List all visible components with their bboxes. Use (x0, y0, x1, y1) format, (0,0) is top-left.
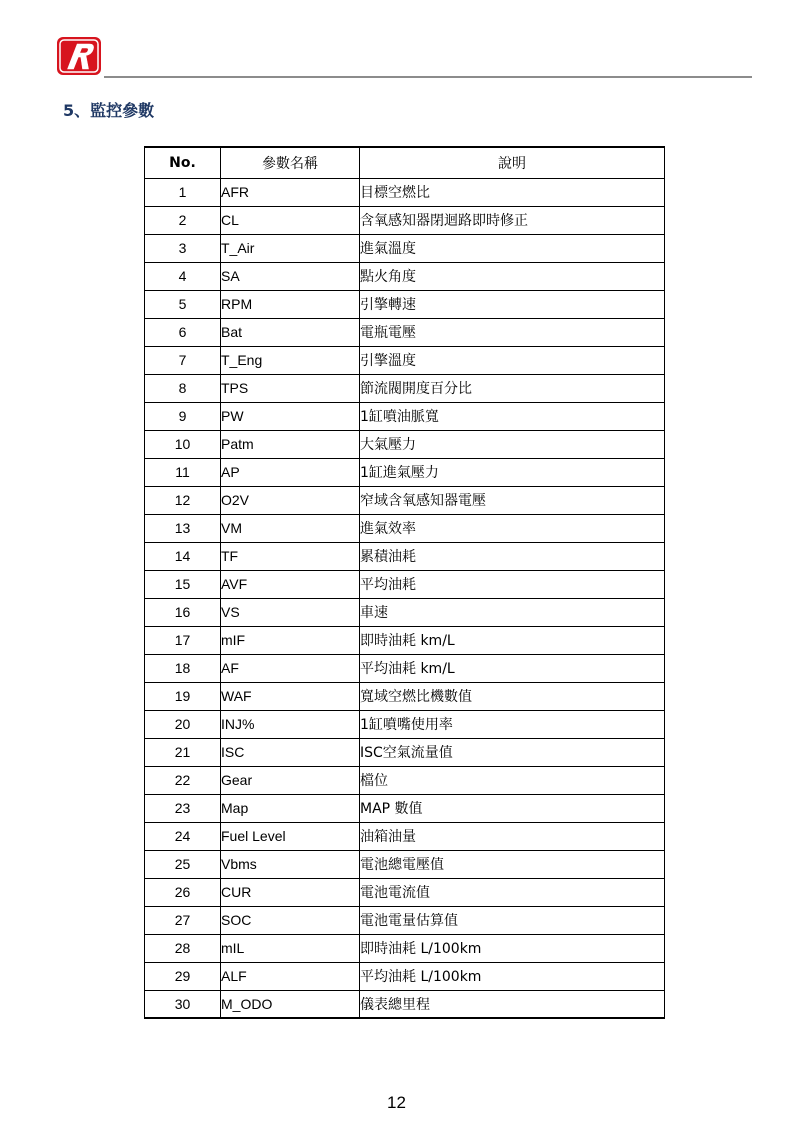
description-cell: 儀表總里程 (360, 990, 665, 1018)
description-cell: 檔位 (360, 766, 665, 794)
row-number-cell: 9 (145, 402, 221, 430)
parameter-name-cell: AFR (221, 178, 360, 206)
description-cell: 進氣溫度 (360, 234, 665, 262)
row-number-cell: 17 (145, 626, 221, 654)
parameter-name-cell: ISC (221, 738, 360, 766)
description-cell: 1缸進氣壓力 (360, 458, 665, 486)
parameter-name-cell: T_Air (221, 234, 360, 262)
parameter-name-cell: Patm (221, 430, 360, 458)
table-row (145, 514, 665, 542)
table-row (145, 962, 665, 990)
parameter-name-cell: Bat (221, 318, 360, 346)
table-row (145, 374, 665, 402)
description-cell: 點火角度 (360, 262, 665, 290)
description-cell: 累積油耗 (360, 542, 665, 570)
row-number-cell: 29 (145, 962, 221, 990)
table-row (145, 822, 665, 850)
row-number-cell: 28 (145, 934, 221, 962)
description-cell: 目標空燃比 (360, 178, 665, 206)
parameter-name-cell: INJ% (221, 710, 360, 738)
table-row (145, 346, 665, 374)
parameter-name-cell: O2V (221, 486, 360, 514)
description-cell: 節流閥開度百分比 (360, 374, 665, 402)
row-number-cell: 27 (145, 906, 221, 934)
description-cell: 1缸噴油脈寬 (360, 402, 665, 430)
table-row (145, 710, 665, 738)
table-body (145, 178, 665, 1018)
description-cell: 電瓶電壓 (360, 318, 665, 346)
parameter-name-cell: PW (221, 402, 360, 430)
description-cell: 平均油耗 km/L (360, 654, 665, 682)
table-row (145, 878, 665, 906)
row-number-cell: 4 (145, 262, 221, 290)
row-number-cell: 21 (145, 738, 221, 766)
table-row (145, 486, 665, 514)
parameter-name-cell: AF (221, 654, 360, 682)
row-number-cell: 18 (145, 654, 221, 682)
parameter-name-cell: WAF (221, 682, 360, 710)
row-number-cell: 26 (145, 878, 221, 906)
description-cell: 電池電量估算值 (360, 906, 665, 934)
parameter-name-cell: SA (221, 262, 360, 290)
table-row (145, 766, 665, 794)
description-cell: 車速 (360, 598, 665, 626)
row-number-cell: 24 (145, 822, 221, 850)
table-row (145, 598, 665, 626)
parameter-name-cell: Gear (221, 766, 360, 794)
table-row (145, 290, 665, 318)
description-cell: 油箱油量 (360, 822, 665, 850)
parameter-name-cell: VS (221, 598, 360, 626)
row-number-cell: 11 (145, 458, 221, 486)
description-cell: 寬域空燃比機數值 (360, 682, 665, 710)
header-divider (104, 76, 752, 78)
row-number-cell: 23 (145, 794, 221, 822)
parameter-name-cell: mIF (221, 626, 360, 654)
parameter-name-cell: M_ODO (221, 990, 360, 1018)
table-row (145, 934, 665, 962)
description-cell: 電池總電壓值 (360, 850, 665, 878)
row-number-cell: 25 (145, 850, 221, 878)
table-row (145, 542, 665, 570)
row-number-cell: 13 (145, 514, 221, 542)
table-row (145, 178, 665, 206)
table-row (145, 430, 665, 458)
column-header-description: 說明 (360, 147, 665, 178)
parameter-name-cell: Fuel Level (221, 822, 360, 850)
column-header-parameter-name: 參數名稱 (221, 147, 360, 178)
table-row (145, 626, 665, 654)
table-row (145, 654, 665, 682)
page-number: 12 (387, 1093, 406, 1112)
row-number-cell: 1 (145, 178, 221, 206)
parameter-name-cell: CL (221, 206, 360, 234)
row-number-cell: 30 (145, 990, 221, 1018)
parameter-name-cell: AP (221, 458, 360, 486)
description-cell: 引擎溫度 (360, 346, 665, 374)
table-header-row (145, 147, 665, 178)
description-cell: 平均油耗 (360, 570, 665, 598)
row-number-cell: 10 (145, 430, 221, 458)
description-cell: 含氧感知器閉迴路即時修正 (360, 206, 665, 234)
table-row (145, 234, 665, 262)
parameter-name-cell: T_Eng (221, 346, 360, 374)
row-number-cell: 6 (145, 318, 221, 346)
description-cell: 進氣效率 (360, 514, 665, 542)
row-number-cell: 5 (145, 290, 221, 318)
parameter-name-cell: Map (221, 794, 360, 822)
row-number-cell: 22 (145, 766, 221, 794)
table-row (145, 318, 665, 346)
description-cell: 大氣壓力 (360, 430, 665, 458)
row-number-cell: 7 (145, 346, 221, 374)
row-number-cell: 2 (145, 206, 221, 234)
row-number-cell: 15 (145, 570, 221, 598)
table-row (145, 990, 665, 1018)
table-row (145, 794, 665, 822)
parameter-name-cell: RPM (221, 290, 360, 318)
row-number-cell: 20 (145, 710, 221, 738)
row-number-cell: 3 (145, 234, 221, 262)
table-row (145, 458, 665, 486)
description-cell: 窄域含氧感知器電壓 (360, 486, 665, 514)
monitoring-parameters-table (144, 146, 665, 1019)
row-number-cell: 8 (145, 374, 221, 402)
description-cell: 1缸噴嘴使用率 (360, 710, 665, 738)
parameter-name-cell: TF (221, 542, 360, 570)
table-row (145, 906, 665, 934)
table-row (145, 262, 665, 290)
parameter-name-cell: TPS (221, 374, 360, 402)
description-cell: 電池電流值 (360, 878, 665, 906)
column-header-no: No. (145, 147, 221, 178)
table-row (145, 570, 665, 598)
table-row (145, 850, 665, 878)
parameter-name-cell: CUR (221, 878, 360, 906)
row-number-cell: 16 (145, 598, 221, 626)
parameter-name-cell: AVF (221, 570, 360, 598)
parameter-name-cell: Vbms (221, 850, 360, 878)
table-row (145, 402, 665, 430)
parameter-name-cell: VM (221, 514, 360, 542)
parameter-name-cell: ALF (221, 962, 360, 990)
r-brand-logo-icon (56, 36, 102, 76)
row-number-cell: 19 (145, 682, 221, 710)
row-number-cell: 14 (145, 542, 221, 570)
description-cell: MAP 數值 (360, 794, 665, 822)
description-cell: 平均油耗 L/100km (360, 962, 665, 990)
table-row (145, 738, 665, 766)
description-cell: 引擎轉速 (360, 290, 665, 318)
parameter-name-cell: SOC (221, 906, 360, 934)
row-number-cell: 12 (145, 486, 221, 514)
table-row (145, 682, 665, 710)
table-row (145, 206, 665, 234)
parameter-name-cell: mIL (221, 934, 360, 962)
description-cell: 即時油耗 km/L (360, 626, 665, 654)
description-cell: 即時油耗 L/100km (360, 934, 665, 962)
description-cell: ISC空氣流量值 (360, 738, 665, 766)
section-title: 5、監控參數 (63, 101, 155, 120)
